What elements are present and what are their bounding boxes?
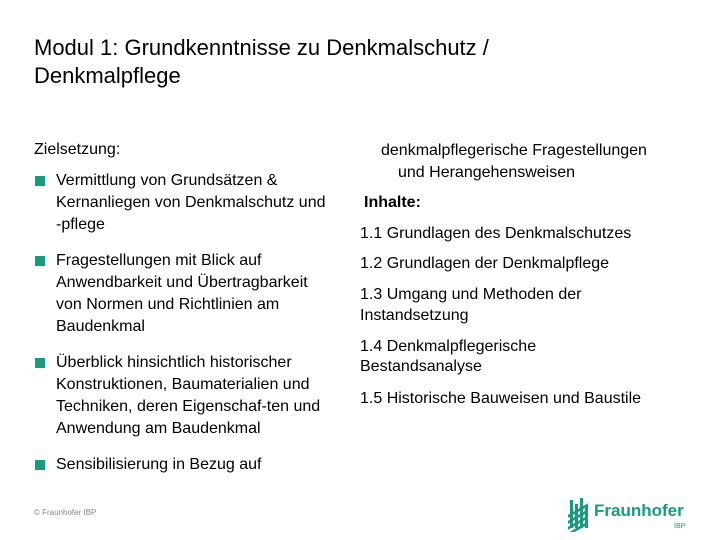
zielsetzung-list: [34, 170, 364, 490]
fraunhofer-logo-icon: [566, 492, 692, 532]
list-item: [34, 170, 364, 236]
bullet-line: Anwendbarkeit und Übertragbarkeit: [56, 274, 308, 291]
inhalte-heading: Inhalte:: [364, 194, 421, 211]
copyright-footer: © Fraunhofer IBP: [34, 508, 97, 517]
bullet-line: Kernanliegen von Denkmalschutz und: [56, 194, 326, 211]
continuation-line-1: denkmalpflegerische Fragestellungen: [381, 142, 647, 159]
list-item: [34, 454, 364, 476]
content-item-2: 1.2 Grundlagen der Denkmalpflege: [360, 255, 610, 272]
logo-sub: IBP: [674, 523, 686, 530]
content-item-1: 1.1 Grundlagen des Denkmalschutzes: [360, 225, 632, 242]
zielsetzung-heading: Zielsetzung:: [34, 141, 121, 158]
fraunhofer-logo: [566, 492, 692, 532]
title-line-1: Modul 1: Grundkenntnisse zu Denkmalschutz /: [34, 35, 489, 60]
content-item-5: 1.5 Historische Bauweisen und Baustile: [360, 390, 642, 407]
list-item: [34, 250, 364, 338]
bullet-square-icon: [35, 460, 45, 470]
bullet-line: Sensibilisierung in Bezug auf: [56, 456, 262, 473]
logo-wordmark: Fraunhofer: [594, 501, 684, 520]
bullet-line: Baudenkmal: [56, 318, 145, 335]
content-item-3-line-2: Instandsetzung: [360, 307, 469, 324]
bullet-square-icon: [35, 256, 45, 266]
continuation-line-2: und Herangehensweisen: [398, 164, 576, 181]
bullet-square-icon: [35, 358, 45, 368]
bullet-line: Fragestellungen mit Blick auf: [56, 252, 262, 269]
content-item-4-line-1: 1.4 Denkmalpflegerische: [360, 338, 537, 355]
bullet-line: Konstruktionen, Baumaterialien und: [56, 376, 310, 393]
list-item: [34, 352, 364, 440]
bullet-line: Anwendung am Baudenkmal: [56, 420, 261, 437]
bullet-line: von Normen und Richtlinien am: [56, 296, 280, 313]
bullet-line: Techniken, deren Eigenschaf-ten und: [56, 398, 321, 415]
title-line-2: Denkmalpflege: [34, 63, 181, 88]
bullet-line: Vermittlung von Grundsätzen &: [56, 172, 278, 189]
bullet-line: Überblick hinsichtlich historischer: [56, 354, 292, 371]
slide-title: [34, 34, 674, 90]
bullet-line: -pflege: [56, 216, 105, 233]
content-item-3-line-1: 1.3 Umgang und Methoden der: [360, 286, 582, 303]
bullet-square-icon: [35, 176, 45, 186]
content-item-4-line-2: Bestandsanalyse: [360, 358, 482, 375]
